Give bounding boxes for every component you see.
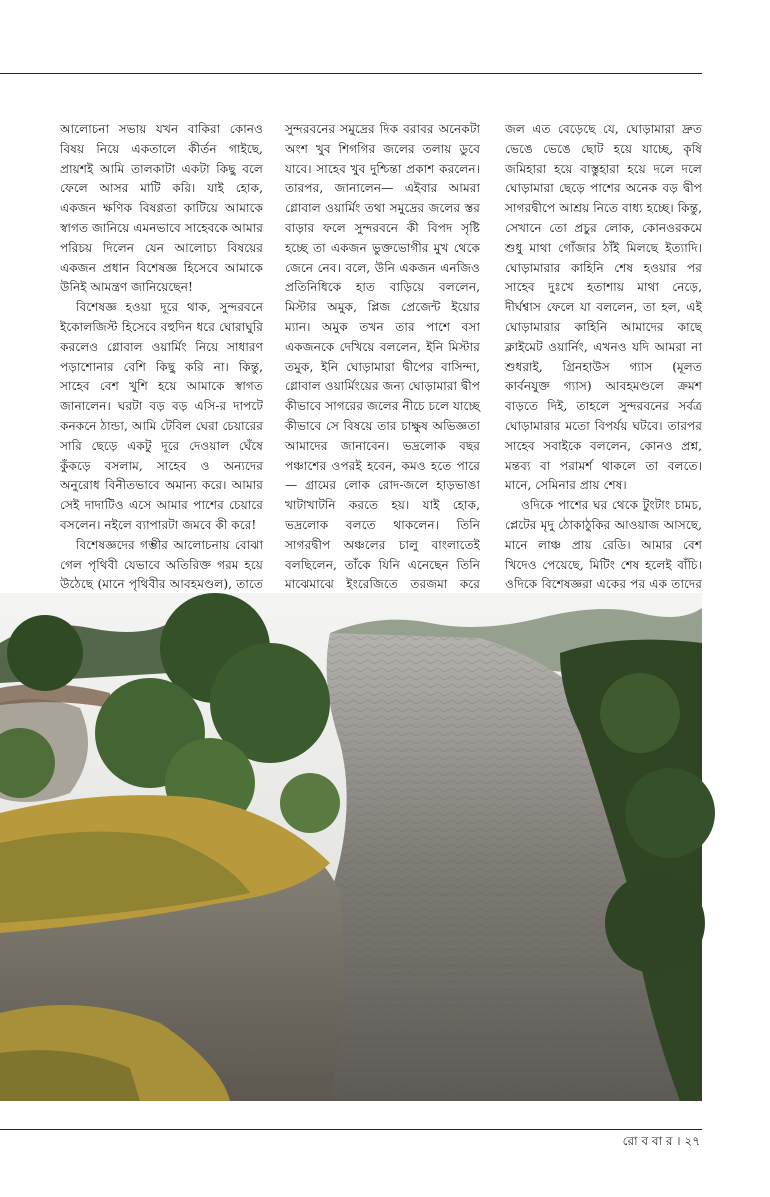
paragraph: জল এত বেড়েছে যে, ঘোড়ামারা দ্রুত ভেঙে ভেঙে ছোট হয়ে যাচ্ছে, কৃষি জমিহারা হয়ে বাস্তুহারা হয়ে দলে দলে ঘোড়ামারা ছেড়ে পাশের অনেক বড় দ্বীপ সাগরদ্বীপে আশ্রয় নিতে বাধ্য হচ্ছে। কিন্তু, সেখানে তো প্রচুর লোক, কোনওরকমে শুধু মাথা গোঁজার ঠাঁই মিলছে ইত্যাদি। ঘোড়ামারার কাহিনি শেষ হওয়ার পর সাহেব দুঃখে হতাশায় মাথা নেড়ে, দীর্ঘশ্বাস ফেলে যা বললেন, তা হল, এই ঘোড়ামারার কাহিনি আমাদের কাছে ক্লাইমেট ওয়ার্নিং, এখনও যদি আমরা না শুধরাই, গ্রিনহাউস গ্যাস (মূলত কার্বনযুক্ত গ্যাস) আবহমণ্ডলে ক্রমশ বাড়তে দিই, তাহলে সুন্দরবনের সর্বত্র ঘোড়ামারার মতো বিপর্যয় ঘটবে। তারপর সাহেব সবাইকে বললেন, কোনও প্রশ্ন, মন্তব্য বা পরামর্শ থাকলে তা বলতে। মানে, সেমিনার প্রায় শেষ।: [505, 122, 702, 493]
mangrove-river-photo: [0, 593, 702, 1101]
paragraph: সুন্দরবনের সমুদ্রের দিক বরাবর অনেকটা অংশ খুব শিগগির জলের তলায় ডুবে যাবে। সাহেব খুব দুশ্চিন্তা প্রকাশ করলেন। তারপর, জানালেন— এইবার আমরা গ্লোবাল ওয়ার্মিং তথা সমুদ্রের জলের স্তর বাড়ার ফলে সুন্দরবনে কী বিপদ সৃষ্টি হচ্ছে তা একজন ভুক্তভোগীর মুখ থেকে জেনে নেব। বলে, উনি একজন এনজিও প্রতিনিধিকে হাত বাড়িয়ে বললেন, মিস্টার অমুক, প্লিজ প্রেজেন্ট ইয়োর ম্যান। অমুক তখন তার পাশে বসা একজনকে দেখিয়ে বললেন, ইনি মিস্টার তমুক, ইনি ঘোড়ামারা দ্বীপের বাসিন্দা, গ্লোবাল ওয়ার্মিংয়ের জন্য ঘোড়ামারা দ্বীপ কীভাবে সাগরের জলের নীচে চলে যাচ্ছে কীভাবে সে বিষয়ে তার চাক্ষুষ অভিজ্ঞতা আমাদের জানাবেন। ভদ্রলোক বছর পঞ্চাশের ওপরই হবেন, কমও হতে পারে— গ্রামের লোক রোদ-জলে হাড়ভাঙা খাটাখাটনি করতে হয়। যাই হোক, ভদ্রলোক বলতে থাকলেন। তিনি সাগরদ্বীপ অঞ্চলের চালু বাংলাতেই বলছিলেন, তাঁকে যিনি এনেছেন তিনি মাঝেমাঝে ইংরেজিতে তরজমা করে: [285, 122, 480, 592]
article-column-1: [60, 120, 263, 592]
article-column-2: [285, 120, 480, 592]
page-folio: রো ব বা র । ২৭: [622, 1134, 700, 1148]
article-column-3: [505, 120, 702, 592]
paragraph: আলোচনা সভায় যখন বাকিরা কোনও বিষয় নিয়ে একতালে কীর্তন গাইছে, প্রায়শই আমি তালকাটা একটা কিছু বলে ফেলে আসর মাটি করি। যাই হোক, একজন ক্ষণিক বিষণ্ণতা কাটিয়ে আমাকে স্বাগত জানিয়ে এমনভাবে সাহেবকে আমার পরিচয় দিলেন যেন আলোচ্য বিষয়ের একজন প্রধান বিশেষজ্ঞ হিসেবে আমাকে উনিই আমন্ত্রণ জানিয়েছেন!: [60, 122, 263, 295]
paragraph: বিশেষজ্ঞদের গম্ভীর আলোচনায় বোঝা গেল পৃথিবী যেভাবে অতিরিক্ত গরম হয়ে উঠেছে (মানে পৃথিবীর আবহমণ্ডল), তাতে: [60, 537, 263, 592]
paragraph: ওদিকে পাশের ঘর থেকে টুংটাং চামচ, প্লেটের মৃদু ঠোকাঠুকির আওয়াজ আসছে, মানে লাঞ্চ প্রায় রেডি। আমার বেশ খিদেও পেয়েছে, মিটিং শেষ হলেই বাঁচি। ওদিকে বিশেষজ্ঞরা একের পর এক তাদের: [505, 498, 702, 592]
bottom-rule: [0, 1129, 702, 1130]
paragraph: বিশেষজ্ঞ হওয়া দূরে থাক, সুন্দরবনে ইকোলজিস্ট হিসেবে বহুদিন ধরে ঘোরাঘুরি করলেও গ্লোবাল ওয়ার্মিং নিয়ে সাধারণ পড়াশোনার বেশি কিছু করি না। কিন্তু, সাহেব বেশ খুশি হয়ে আমাকে স্বাগত জানালেন। ঘরটা বড় বড় এসি-র দাপটে কনকনে ঠান্ডা, আমি টেবিল ঘেরা চেয়ারের সারি ছেড়ে একটু দূরে দেওয়াল ঘেঁষে কুঁকড়ে বসলাম, সাহেব ও অন্যদের অনুরোধ বিনীতভাবে অমান্য করে। আমার সেই দাদাটিও এসে আমার পাশের চেয়ারে বসলেন। নইলে ব্যাপারটা জমবে কী করে!: [60, 300, 263, 532]
top-rule: [0, 73, 702, 74]
